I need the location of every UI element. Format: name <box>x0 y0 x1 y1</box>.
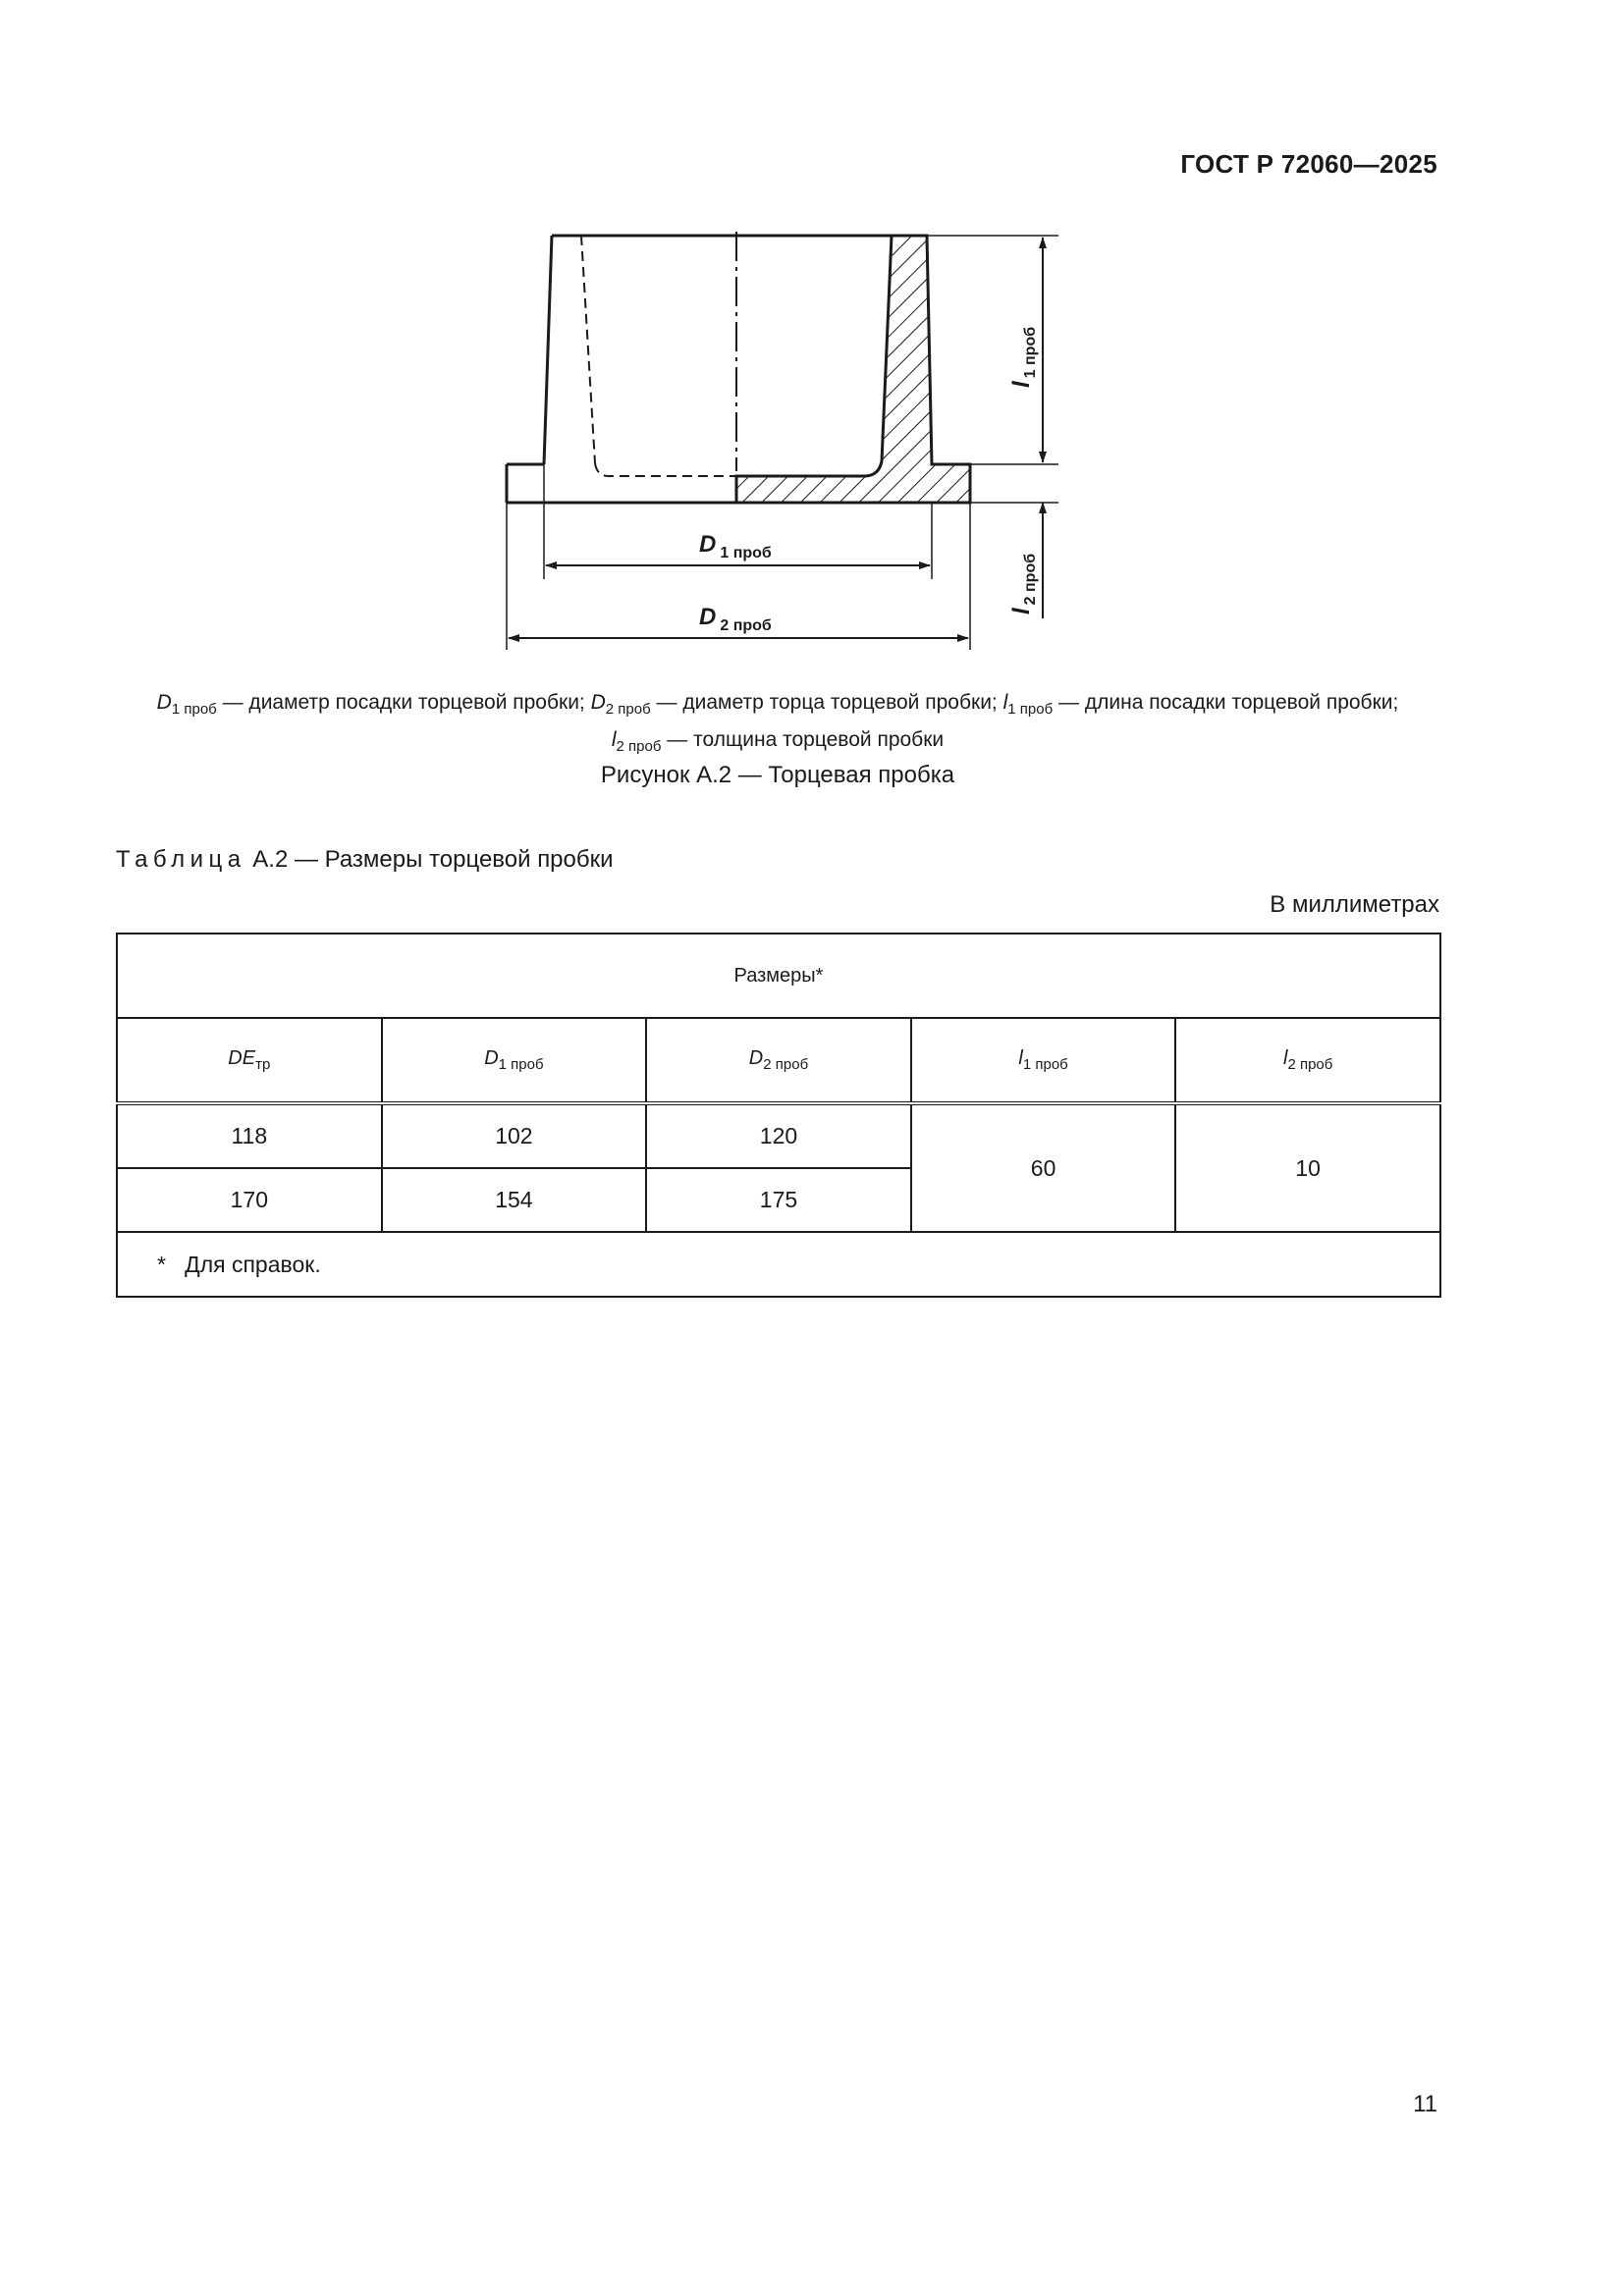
table-group-header: Размеры* <box>117 934 1440 1018</box>
plug-contour <box>507 236 927 503</box>
cell-d2: 120 <box>646 1103 911 1168</box>
table-title: Таблица А.2 — Размеры торцевой пробки <box>116 846 614 873</box>
cell-d1: 102 <box>382 1103 647 1168</box>
dim-d1-label: D $_{1 проб}$ <box>699 531 772 561</box>
col-header-l2: $l_{2 проб}$ <box>1175 1018 1440 1103</box>
col-header-d1: $D_{1 проб}$ <box>382 1018 647 1103</box>
figure-legend: $D_{1 проб}$ — диаметр посадки торцевой пробки; $D_{2 проб}$ — диаметр торца торцевой пробки; $l_{1 проб}$ — длина посадки торцевой пробки; $l_{2 проб}$ — толщина торцевой пробки <box>156 691 1399 755</box>
col-header-d2: $D_{2 проб}$ <box>646 1018 911 1103</box>
col-header-de: $DE_{тр}$ <box>117 1018 382 1103</box>
cell-d2: 175 <box>646 1168 911 1232</box>
end-plug-drawing <box>0 0 1624 687</box>
table-footnote: * Для справок. <box>117 1232 1440 1297</box>
col-header-l1: $l_{1 проб}$ <box>911 1018 1176 1103</box>
dim-l1-label: $l_{1 проб}$ <box>1008 326 1039 388</box>
table-row <box>117 1103 1440 1168</box>
cell-de: 118 <box>117 1103 382 1168</box>
page-number: 11 <box>1413 2091 1437 2117</box>
document-code: ГОСТ Р 72060—2025 <box>1180 149 1437 179</box>
extension-lines <box>507 236 1058 650</box>
dimension-lines <box>509 238 1043 638</box>
dimensions-table <box>116 933 1441 1298</box>
hidden-lines <box>581 236 736 476</box>
cell-l1: 60 <box>911 1103 1176 1232</box>
cell-d1: 154 <box>382 1168 647 1232</box>
cell-de: 170 <box>117 1168 382 1232</box>
dim-l2-label: $l_{2 проб}$ <box>1008 553 1039 614</box>
figure-caption: Рисунок А.2 — Торцевая пробка <box>600 762 955 788</box>
dim-d2-label: D $_{2 проб}$ <box>699 604 772 634</box>
section-hatch <box>736 236 970 503</box>
cell-l2: 10 <box>1175 1103 1440 1232</box>
table-units: В миллиметрах <box>1270 891 1439 918</box>
